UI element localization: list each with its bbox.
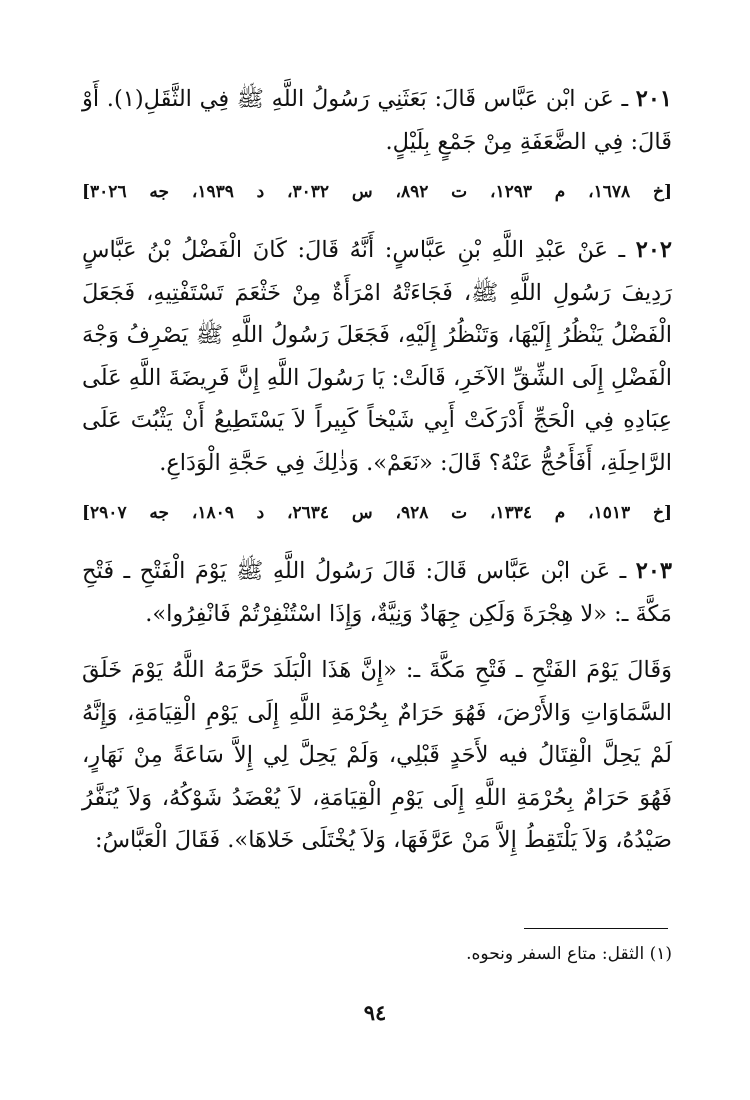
hadith-text: ـ عَنْ عَبْدِ اللَّهِ بْنِ عَبَّاسٍ: أَنَّهُ قَالَ: كَانَ الْفَضْلُ بْنُ عَبَّاسٍ رَدِيفَ رَسُولِ اللَّهِ ﷺ، فَجَاءَتْهُ امْرَأَةٌ مِنْ خَثْعَمَ تَسْتَفْتِيهِ، فَجَعَلَ الْفَضْلُ يَنْظُرُ إِلَيْهَا، وَتَنْظُرُ إِلَيْهِ، فَجَعَلَ رَسُولُ اللَّهِ ﷺ يَصْرِفُ وَجْهَ الْفَضْلِ إِلَى الشِّقِّ الآخَرِ، قَالَتْ: يَا رَسُولَ اللَّهِ إِنَّ فَرِيضَةَ اللَّهِ عَلَى عِبَادِهِ فِي الْحَجِّ أَدْرَكَتْ أَبِي شَيْخاً كَبِيراً لاَ يَسْتَطِيعُ أَنْ يَثْبُتَ عَلَى الرَّاحِلَةِ، أَفَأَحُجُّ عَنْهُ؟ قَالَ: «نَعَمْ». وَذٰلِكَ فِي حَجَّةِ الْوَدَاعِ. [82,237,672,476]
hadith-202 [82,229,672,484]
hadith-text: ـ عَن ابْن عَبَّاس قَالَ: بَعَثَنِي رَسُولُ اللَّهِ ﷺ فِي الثَّقَلِ(١). أَوْ قَالَ: فِي الضَّعَفَةِ مِنْ جَمْعٍ بِلَيْلٍ. [82,86,672,155]
page-body [82,78,672,862]
hadith-203-continuation: وَقَالَ يَوْمَ الفَتْحِ ـ فَتْحِ مَكَّةَ ـ: «إِنَّ هَذَا الْبَلَدَ حَرَّمَهُ اللَّهُ يَوْمَ خَلَقَ السَّمَاوَاتِ وَالأَرْضَ، فَهُوَ حَرَامٌ بِحُرْمَةِ اللَّهِ إِلَى يَوْمِ الْقِيَامَةِ، وَإِنَّهُ لَمْ يَحِلَّ الْقِتَالُ فيه لأَحَدٍ قَبْلِي، وَلَمْ يَحِلَّ لِي إِلاَّ سَاعَةً مِنْ نَهَارٍ، فَهُوَ حَرَامٌ بِحُرْمَةِ اللَّهِ إِلَى يَوْمِ الْقِيَامَةِ، لاَ يُعْضَدُ شَوْكُهُ، وَلاَ يُنَفَّرُ صَيْدُهُ، وَلاَ يَلْتَقِطُ إِلاَّ مَنْ عَرَّفَهَا، وَلاَ يُخْتَلَى خَلاهَا». فَقَالَ الْعَبَّاسُ: [82,657,672,853]
footnote-divider [524,928,668,929]
hadith-text: ـ عَن ابْن عَبَّاس قَالَ: قَالَ رَسُولُ اللَّهِ ﷺ يَوْمَ الْفَتْحِ ـ فَتْحِ مَكَّةَ ـ: «لا هِجْرَةَ وَلَكِن جِهَادٌ وَنِيَّةٌ، وَإِذَا اسْتُنْفِرْتُمْ فَانْفِرُوا». [82,558,672,627]
page-number: ٩٤ [363,1000,387,1025]
hadith-number: ٢٠١ [635,86,672,112]
hadith-number: ٢٠٣ [635,558,672,584]
hadith-reference: [خ ١٦٧٨، م ١٢٩٣، ت ٨٩٢، س ٣٠٣٢، د ١٩٣٩، جه ٣٠٢٦] [82,182,673,202]
footnote: (١) الثقل: متاع السفر ونحوه. [466,944,672,964]
hadith-number: ٢٠٢ [635,237,672,263]
hadith-203 [82,550,672,635]
hadith-reference: [خ ١٥١٣، م ١٣٣٤، ت ٩٢٨، س ٢٦٣٤، د ١٨٠٩، جه ٢٩٠٧] [82,503,673,523]
hadith-201 [82,78,672,163]
